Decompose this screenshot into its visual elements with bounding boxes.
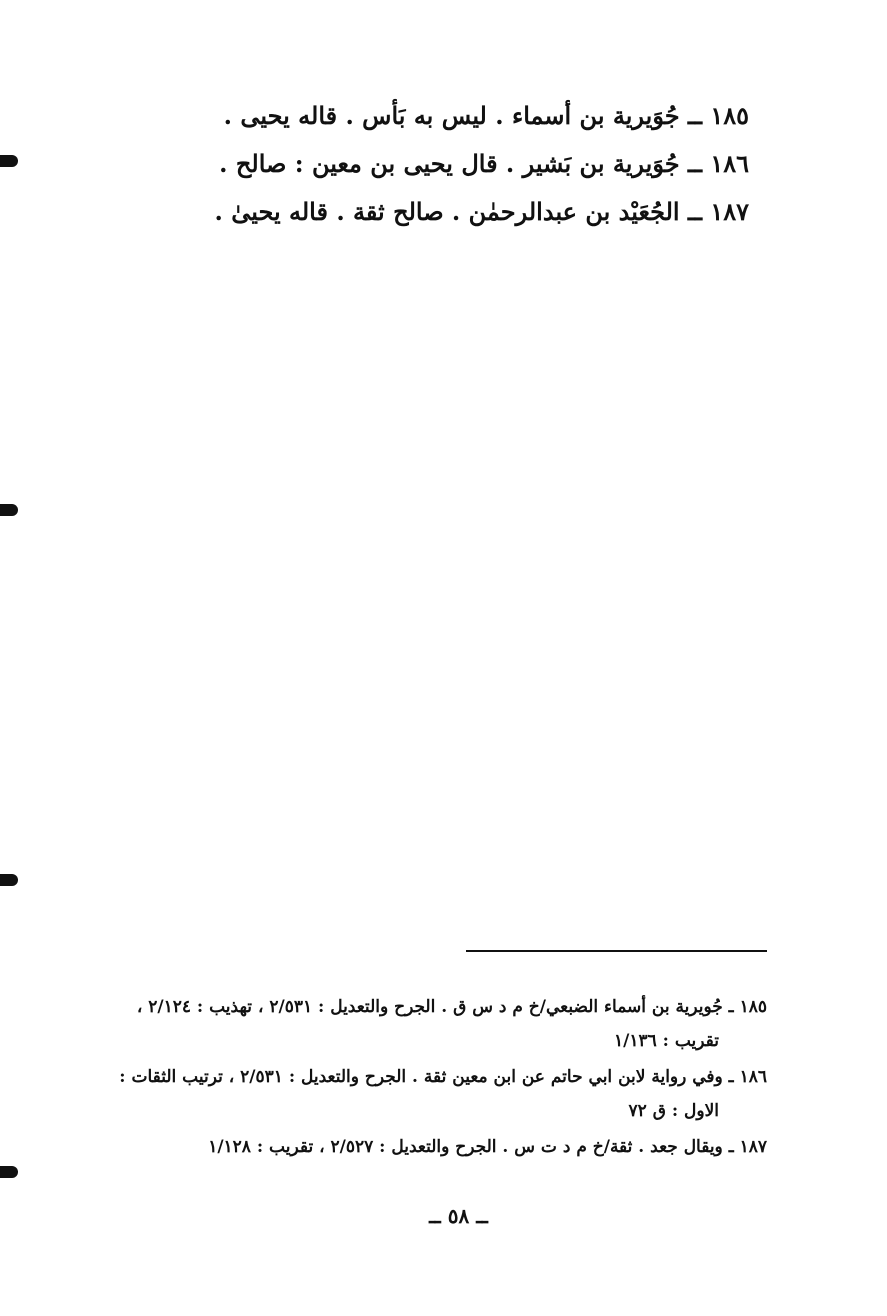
main-entries — [214, 92, 749, 236]
footnotes — [77, 990, 767, 1166]
footnote-186 — [77, 1060, 767, 1128]
binding-mark — [0, 504, 18, 516]
footnote-continuation: الاول : ق ٧٢ — [628, 1101, 719, 1121]
binding-mark — [0, 1166, 18, 1178]
footnote-line: ١٨٧ ـ ويقال جعد . ثقة/خ م د ت س . الجرح والتعديل : ٢/٥٢٧ ، تقريب : ١/١٢٨ — [208, 1137, 767, 1157]
footnote-185 — [77, 990, 767, 1058]
binding-mark — [0, 155, 18, 167]
entry-187: ١٨٧ ــ الجُعَيْد بن عبدالرحمٰن . صالح ثقة . قاله يحيىٰ . — [214, 197, 749, 226]
entry-185: ١٨٥ ــ جُوَيرية بن أسماء . ليس به بَأس . قاله يحيى . — [223, 101, 749, 130]
binding-mark — [0, 874, 18, 886]
entry-186: ١٨٦ ــ جُوَيرية بن بَشير . قال يحيى بن معين : صالح . — [219, 149, 749, 178]
footnote-line: ١٨٦ ـ وفي رواية لابن ابي حاتم عن ابن معين ثقة . الجرح والتعديل : ٢/٥٣١ ، ترتيب الثقات : — [119, 1067, 767, 1087]
footnote-divider — [466, 950, 767, 952]
footnote-line: ١٨٥ ـ جُويرية بن أسماء الضبعي/خ م د س ق . الجرح والتعديل : ٢/٥٣١ ، تهذيب : ٢/١٢٤ ، — [136, 997, 767, 1017]
footnote-continuation: تقريب : ١/١٣٦ — [614, 1031, 719, 1051]
page-number: ــ ٥٨ ــ — [429, 1204, 488, 1228]
footnote-187 — [77, 1130, 767, 1164]
